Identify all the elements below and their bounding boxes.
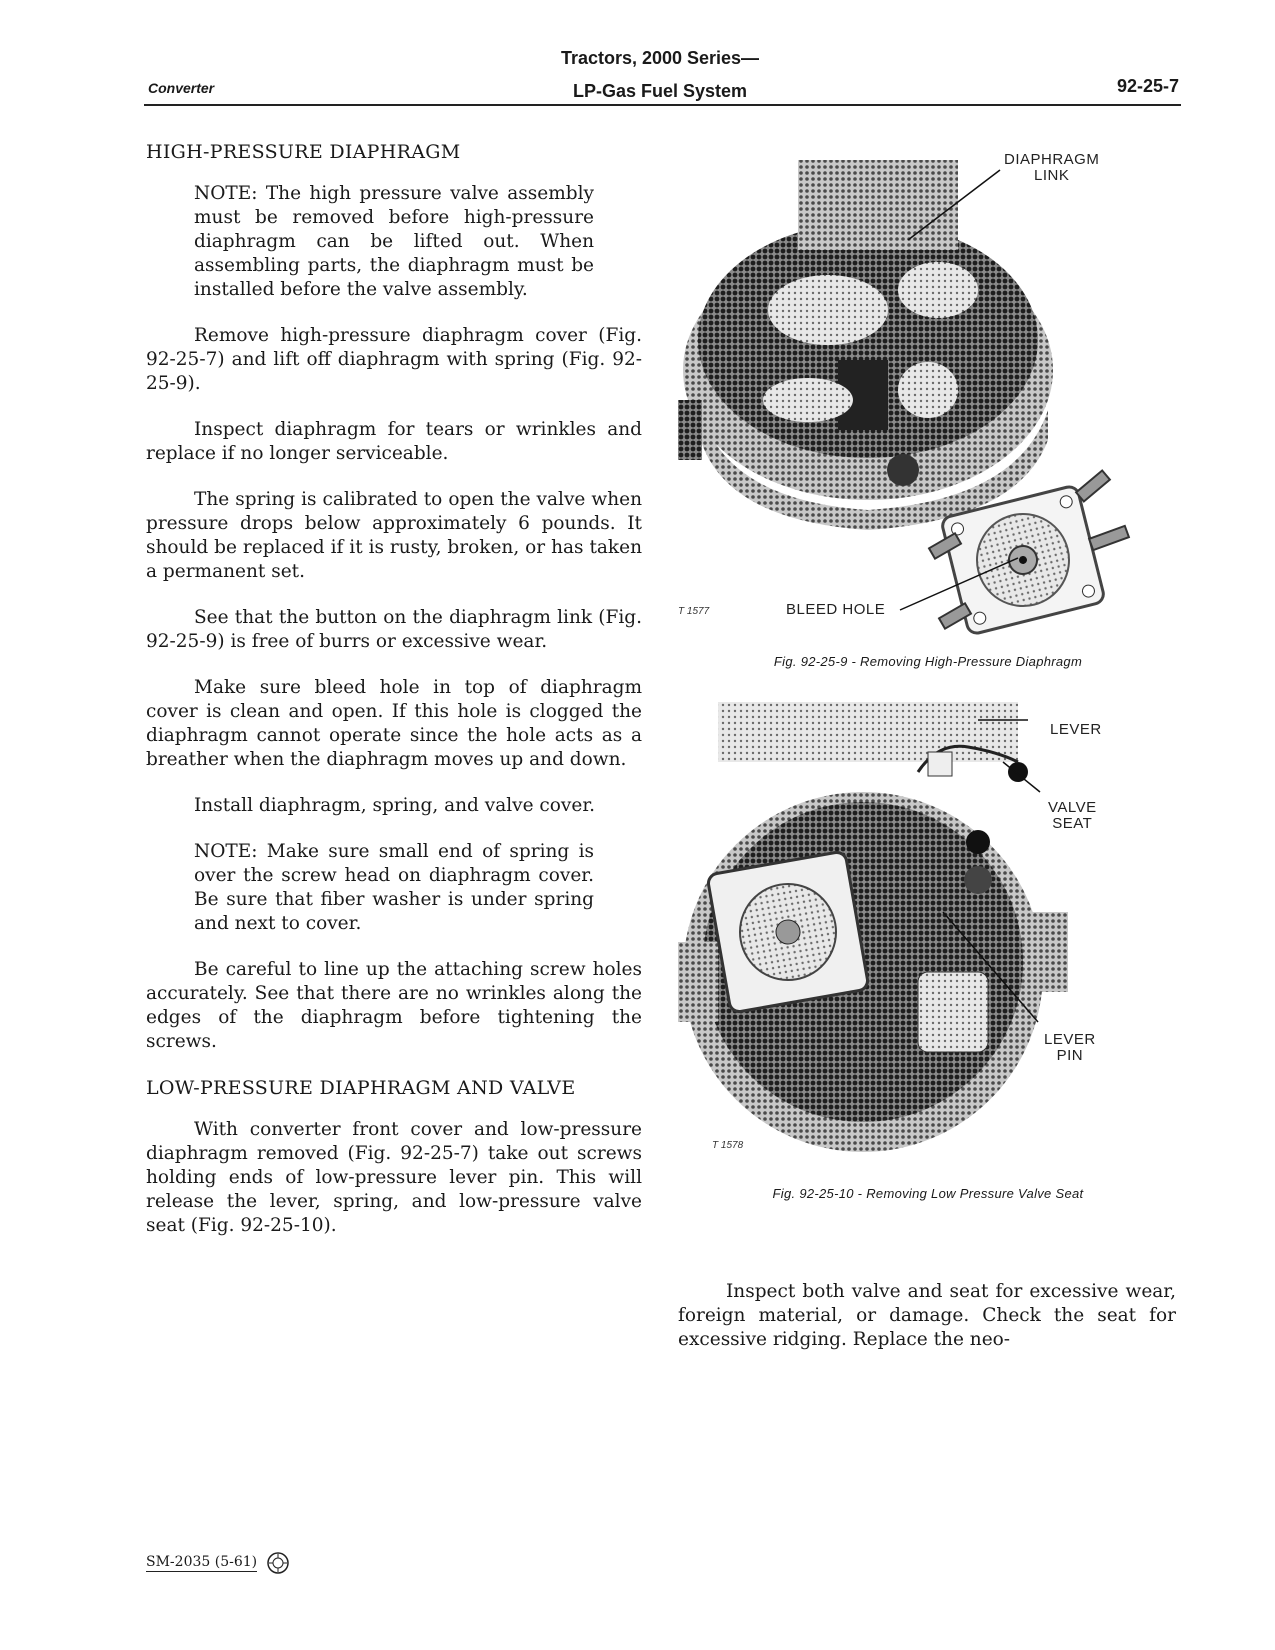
callout-valve-seat <box>1048 800 1097 832</box>
callout-lever-pin-line1: LEVER <box>1044 1031 1096 1048</box>
callout-bleed-hole: BLEED HOLE <box>786 601 886 618</box>
header-rule <box>144 104 1181 106</box>
manual-title-line1: Tractors, 2000 Series— <box>560 48 760 68</box>
union-label-icon <box>267 1552 289 1574</box>
manual-title-line2: LP-Gas Fuel System <box>572 81 748 101</box>
paragraph-spring: The spring is calibrated to open the valve when pressure drops below approximately 6 pounds. It should be replaced if it is rusty, broken, or has taken a permanent set. <box>146 489 642 582</box>
callout-lever-pin-line2: PIN <box>1056 1047 1084 1064</box>
note-valve-assembly: NOTE: The high pressure valve assembly must be removed before high-pressure diaphragm can be lifted out. When assembling parts, the diaphragm must be installed before the valve assembly. <box>194 183 594 300</box>
figure-low-pressure-valve-seat <box>678 702 1178 1201</box>
heading-low-pressure-diaphragm: LOW-PRESSURE DIAPHRAGM AND VALVE <box>146 1077 576 1099</box>
callout-valve-seat-line2: SEAT <box>1052 815 1093 832</box>
callout-valve-seat-line1: VALVE <box>1048 799 1097 816</box>
manual-title <box>520 42 800 108</box>
paragraph-remove-lever-pin: With converter front cover and low-pressure diaphragm removed (Fig. 92-25-7) take out screws holding ends of low-pressure lever pin. This will release the lever, spring, and low-pressure valve seat (Fig. 92-25-10). <box>146 1119 642 1236</box>
callout-lever: LEVER <box>1050 721 1102 738</box>
left-column <box>146 140 642 1238</box>
section-label: Converter <box>148 80 215 96</box>
photo-high-pressure-diaphragm <box>678 140 1178 660</box>
callout-diaphragm-link-line2: LINK <box>1033 167 1070 184</box>
callout-lever-pin <box>1044 1032 1096 1064</box>
caption-figure-92-25-10: Fig. 92-25-10 - Removing Low Pressure Valve Seat <box>772 1186 1084 1201</box>
paragraph-line-up-holes: Be careful to line up the attaching screw holes accurately. See that there are no wrinkles along the edges of the diaphragm before tightening the screws. <box>146 959 642 1052</box>
right-column-text <box>678 1280 1176 1352</box>
callout-diaphragm-link-line1: DIAPHRAGM <box>1004 151 1100 168</box>
note-spring-position: NOTE: Make sure small end of spring is over the screw head on diaphragm cover. Be sure that fiber washer is under spring and next to cover. <box>194 841 594 934</box>
footer-manual-code: SM-2035 (5-61) <box>146 1554 258 1570</box>
paragraph-bleed-hole: Make sure bleed hole in top of diaphragm cover is clean and open. If this hole is clogged the diaphragm cannot operate since the hole acts as a breather when the diaphragm moves up and down. <box>146 677 642 770</box>
photo-number-2: T 1578 <box>712 1140 744 1151</box>
footer <box>146 1552 289 1574</box>
paragraph-install: Install diaphragm, spring, and valve cover. <box>194 795 596 816</box>
figure-high-pressure-diaphragm <box>678 140 1178 669</box>
caption-figure-92-25-9: Fig. 92-25-9 - Removing High-Pressure Diaphragm <box>773 654 1083 669</box>
paragraph-inspect-valve-seat: Inspect both valve and seat for excessive wear, foreign material, or damage. Check the seat for excessive ridging. Replace the neo- <box>678 1281 1176 1350</box>
paragraph-inspect-diaphragm: Inspect diaphragm for tears or wrinkles and replace if no longer serviceable. <box>146 419 642 464</box>
photo-number-1: T 1577 <box>678 606 710 617</box>
paragraph-remove-cover: Remove high-pressure diaphragm cover (Fig. 92-25-7) and lift off diaphragm with spring (Fig. 92-25-9). <box>146 325 642 394</box>
photo-low-pressure-valve-seat <box>678 702 1178 1162</box>
heading-high-pressure-diaphragm: HIGH-PRESSURE DIAPHRAGM <box>146 141 461 163</box>
paragraph-button-link: See that the button on the diaphragm link (Fig. 92-25-9) is free of burrs or excessive wear. <box>146 607 642 652</box>
page-number: 92-25-7 <box>1116 76 1179 96</box>
callout-diaphragm-link <box>1004 152 1099 184</box>
